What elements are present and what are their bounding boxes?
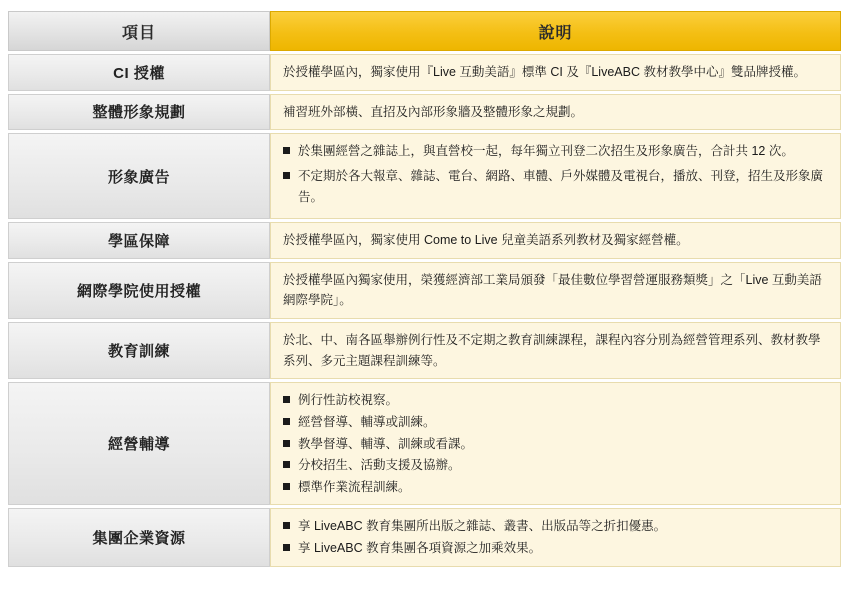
row-item-label: 整體形象規劃 xyxy=(8,94,270,131)
list-item-text: 不定期於各大報章、雜誌、電台、網路、車體、戶外媒體及電視台，播放、刊登，招生及形象廣告。 xyxy=(298,168,824,204)
column-header-item: 項目 xyxy=(8,11,270,51)
row-description-bullet-list xyxy=(283,390,828,497)
franchise-benefits-table xyxy=(8,8,841,570)
row-description-text: 補習班外部橫、直招及內部形象牆及整體形象之規劃。 xyxy=(283,104,584,119)
list-item xyxy=(283,516,828,537)
square-bullet-icon xyxy=(283,461,290,468)
list-item xyxy=(283,390,828,411)
row-item-label: 教育訓練 xyxy=(8,322,270,379)
list-item-text: 於集團經營之雜誌上，與直營校一起，每年獨立刊登二次招生及形象廣告，合計共 12 次。 xyxy=(298,144,794,159)
square-bullet-icon xyxy=(283,440,290,447)
square-bullet-icon xyxy=(283,396,290,403)
table-header-row xyxy=(8,11,841,51)
table-row xyxy=(8,54,841,91)
row-item-label: 網際學院使用授權 xyxy=(8,262,270,319)
row-description xyxy=(270,508,841,566)
table-row xyxy=(8,133,841,219)
row-description-bullet-list xyxy=(283,141,828,207)
column-header-description: 說明 xyxy=(270,11,841,51)
table-row xyxy=(8,322,841,379)
row-description-text: 於北、中、南各區舉辦例行性及不定期之教育訓練課程，課程內容分別為經營管理系列、教材教學系列、多元主題課程訓練等。 xyxy=(283,333,821,368)
row-description xyxy=(270,222,841,259)
row-description xyxy=(270,322,841,379)
row-description xyxy=(270,382,841,505)
row-description-text: 於授權學區內，獨家使用 Come to Live 兒童美語系列教材及獨家經營權。 xyxy=(283,233,689,248)
table-body xyxy=(8,54,841,567)
row-item-label: 集團企業資源 xyxy=(8,508,270,566)
row-description xyxy=(270,133,841,219)
table-row xyxy=(8,382,841,505)
list-item xyxy=(283,166,828,207)
square-bullet-icon xyxy=(283,418,290,425)
row-description-bullet-list xyxy=(283,516,828,558)
row-description-text: 於授權學區內獨家使用，榮獲經濟部工業局頒發「最佳數位學習營運服務類獎」之「Live 互動美語網際學院」。 xyxy=(283,272,822,308)
square-bullet-icon xyxy=(283,483,290,490)
row-item-label: 形象廣告 xyxy=(8,133,270,219)
list-item-text: 經營督導、輔導或訓練。 xyxy=(298,414,436,429)
table-header xyxy=(8,11,841,51)
row-description xyxy=(270,54,841,91)
list-item-text: 例行性訪校視察。 xyxy=(298,393,399,408)
square-bullet-icon xyxy=(283,522,290,529)
list-item-text: 教學督導、輔導、訓練或看課。 xyxy=(298,436,474,451)
list-item xyxy=(283,538,828,559)
row-item-label: 學區保障 xyxy=(8,222,270,259)
list-item xyxy=(283,412,828,433)
list-item-text: 分校招生、活動支援及協辦。 xyxy=(298,458,461,473)
table-row xyxy=(8,94,841,131)
row-description-text: 於授權學區內，獨家使用『Live 互動美語』標準 CI 及『LiveABC 教材教學中心』雙品牌授權。 xyxy=(283,65,806,79)
list-item xyxy=(283,141,828,162)
list-item-text: 標準作業流程訓練。 xyxy=(298,479,411,494)
square-bullet-icon xyxy=(283,172,290,179)
list-item-text: 享 LiveABC 教育集團所出版之雜誌、叢書、出版品等之折扣優惠。 xyxy=(298,519,667,534)
row-item-label: 經營輔導 xyxy=(8,382,270,505)
list-item xyxy=(283,477,828,498)
square-bullet-icon xyxy=(283,147,290,154)
table-row xyxy=(8,508,841,566)
row-description xyxy=(270,94,841,131)
table-row xyxy=(8,222,841,259)
square-bullet-icon xyxy=(283,544,290,551)
list-item xyxy=(283,434,828,455)
list-item-text: 享 LiveABC 教育集團各項資源之加乘效果。 xyxy=(298,541,542,555)
row-item-label: CI 授權 xyxy=(8,54,270,91)
row-description xyxy=(270,262,841,319)
list-item xyxy=(283,455,828,476)
table-row xyxy=(8,262,841,319)
